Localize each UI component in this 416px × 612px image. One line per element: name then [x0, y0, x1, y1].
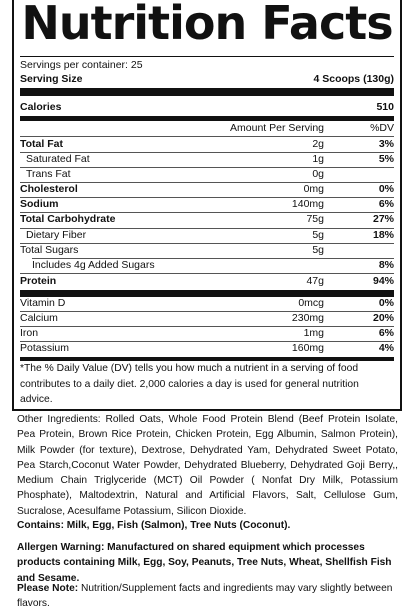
nutrient-name: Calcium [20, 312, 58, 324]
nutrient-amount: 0g [312, 168, 324, 180]
nutrient-name: Saturated Fat [26, 153, 90, 165]
nutrient-row-sodium [20, 197, 394, 212]
nutrient-amount: 0mcg [298, 297, 324, 309]
nutrient-amount: 140mg [291, 198, 324, 210]
nutrient-dv: 6% [378, 198, 394, 210]
nutrient-amount: 0mg [303, 183, 324, 195]
nutrient-name: Iron [20, 327, 39, 339]
please-note [17, 581, 398, 612]
nutrient-amount: 160mg [291, 342, 324, 354]
dv-header: %DV [370, 122, 394, 134]
nutrient-name: Dietary Fiber [26, 229, 87, 241]
column-header-row [20, 121, 394, 136]
nutrient-dv: 6% [378, 327, 394, 339]
nutrient-row-trans-fat [20, 167, 394, 182]
contains-text: Contains: Milk, Egg, Fish (Salmon), Tree Nuts (Coconut). [17, 520, 291, 531]
nutrient-name: Protein [20, 275, 57, 287]
nutrient-row-saturated-fat [20, 152, 394, 167]
nutrient-amount: 75g [306, 213, 324, 225]
nutrient-name: Potassium [20, 342, 70, 354]
calories-row [20, 100, 394, 115]
ingredients-text: Other Ingredients: Rolled Oats, Whole Food Protein Blend (Beef Protein Isolate, Pea Protein, Brown Rice Protein, Chicken Protein, Egg Albumin, Salmon Protein), Milk Powder (for texture), Dextrose, Dehydrated Yam, Dehydrated Sweet Potato, Pea Starch,Coconut Water Powder, Dehydrated Blueberry, Dehydrated Goji Berry,, Medium Chain Triglyceride (MCT) Oil Powder ( Nonfat Dry Milk, Potassium Phosphate), Maltodextrin, Natural and Artificial Flavors, Salt, Cellulose Gum, Sucralose, Acesulfame Potassium, Silicon Dioxide. [17, 414, 398, 517]
nutrient-row-added-sugars [20, 258, 394, 273]
allergen-warning: Allergen Warning: Manufactured on shared equipment which processes products containing Milk, Egg, Soy, Peanuts, Tree Nuts, Wheat, Shellfish Fish and Sesame. [17, 542, 392, 584]
label-title: Nutrition Facts [21, 0, 393, 50]
nutrient-name: Total Sugars [20, 244, 79, 256]
nutrient-amount: 47g [306, 275, 324, 287]
vitamin-row-iron [20, 326, 394, 341]
calories-label: Calories [20, 101, 62, 113]
nutrient-row-total-carbohydrate [20, 212, 394, 227]
nutrient-dv: 3% [378, 138, 394, 150]
nutrient-name: Total Carbohydrate [20, 213, 116, 225]
amount-header: Amount Per Serving [230, 122, 324, 134]
serving-size-label: Serving Size [20, 73, 83, 85]
please-note-text: Nutrition/Supplement facts and ingredients may vary slightly between flavors. [17, 583, 393, 610]
nutrient-dv: 94% [372, 275, 394, 287]
nutrient-dv: 0% [378, 183, 394, 195]
vitamin-row-potassium [20, 341, 394, 356]
serving-size-row [20, 72, 394, 87]
nutrient-row-cholesterol [20, 182, 394, 197]
servings-row [20, 58, 394, 73]
vitamin-row-vitamin-d [20, 296, 394, 311]
daily-value-footnote: *The % Daily Value (DV) tells you how much a nutrient in a serving of food contributes to a daily diet. 2,000 calories a day is used for general nutrition advice. [20, 363, 359, 405]
nutrient-name: Total Fat [20, 138, 63, 150]
nutrient-amount: 5g [312, 229, 324, 241]
nutrient-dv: 5% [378, 153, 394, 165]
nutrient-dv: 20% [372, 312, 394, 324]
nutrient-name: Trans Fat [26, 168, 71, 180]
nutrient-dv: 8% [378, 259, 394, 271]
calories-value: 510 [376, 101, 394, 113]
nutrient-amount: 5g [312, 244, 324, 256]
nutrient-dv: 4% [378, 342, 394, 354]
nutrient-dv: 0% [378, 297, 394, 309]
vitamin-row-calcium [20, 311, 394, 326]
nutrient-amount: 1mg [303, 327, 324, 339]
nutrient-name: Cholesterol [20, 183, 78, 195]
nutrient-dv: 27% [372, 213, 394, 225]
nutrient-dv: 18% [372, 229, 394, 241]
nutrient-row-total-sugars [20, 243, 394, 258]
nutrition-facts-panel [12, 0, 402, 411]
nutrient-amount: 1g [312, 153, 324, 165]
nutrient-row-dietary-fiber [20, 228, 394, 243]
thick-divider [20, 88, 394, 96]
servings-per-container: Servings per container: 25 [20, 59, 143, 71]
nutrient-row-protein [20, 274, 394, 289]
serving-size-value: 4 Scoops (130g) [313, 73, 394, 85]
nutrient-name: Includes 4g Added Sugars [32, 259, 155, 271]
divider [20, 56, 394, 57]
nutrient-name: Vitamin D [20, 297, 66, 309]
nutrient-name: Sodium [20, 198, 59, 210]
nutrient-amount: 2g [312, 138, 324, 150]
nutrient-row-total-fat [20, 137, 394, 152]
please-note-label: Please Note: [17, 583, 79, 594]
nutrient-amount: 230mg [291, 312, 324, 324]
